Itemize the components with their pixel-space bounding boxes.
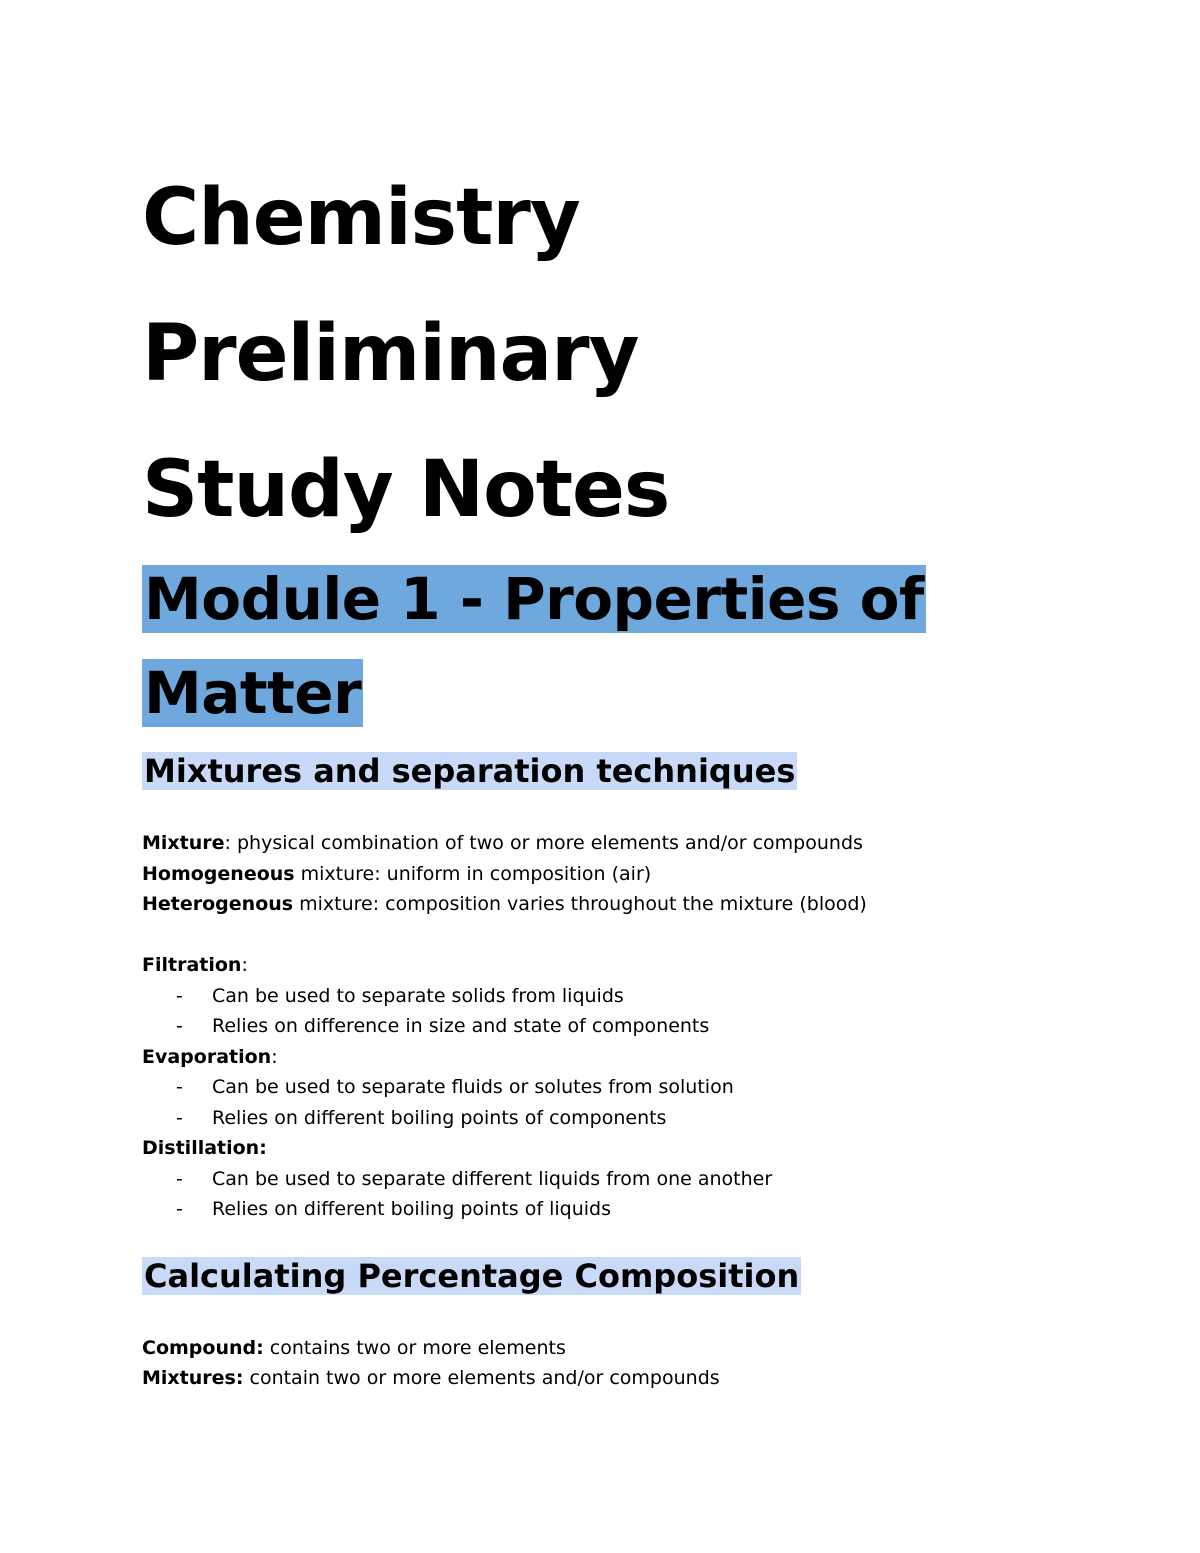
definition-term: Mixtures: — [142, 1367, 244, 1389]
document-title — [142, 150, 1142, 558]
definition-term: Heterogenous — [142, 893, 294, 915]
technique-distillation — [142, 1133, 1142, 1225]
section-heading-mixtures-text: Mixtures and separation techniques — [144, 752, 796, 790]
technique-heading — [142, 1133, 1142, 1164]
list-item — [142, 1072, 1142, 1103]
title-line-1: Chemistry — [142, 173, 580, 263]
title-line-3: Study Notes — [142, 445, 670, 535]
title-line-2: Preliminary — [142, 309, 639, 399]
technique-heading — [142, 950, 1142, 981]
definition-homogeneous — [142, 859, 1142, 890]
definition-mixtures — [142, 1363, 1142, 1394]
technique-bullet-list — [142, 1072, 1142, 1133]
definition-text: mixture: uniform in composition (air) — [294, 862, 652, 885]
definition-heterogenous — [142, 889, 1142, 920]
list-item — [142, 981, 1142, 1012]
technique-bullet-list — [142, 1164, 1142, 1225]
list-item-text: Relies on difference in size and state of components — [212, 1015, 710, 1037]
technique-filtration — [142, 950, 1142, 1042]
definition-term: Mixture — [142, 832, 225, 854]
list-item-text: Can be used to separate fluids or solutes from solution — [212, 1076, 734, 1098]
composition-definitions — [142, 1333, 1142, 1394]
definition-mixture — [142, 828, 1142, 859]
definition-text: : physical combination of two or more elements and/or compounds — [224, 832, 863, 854]
document-page — [142, 150, 1142, 1394]
list-item-text: Can be used to separate solids from liquids — [212, 984, 624, 1007]
technique-term: Distillation: — [142, 1137, 267, 1159]
module-heading — [142, 552, 1142, 740]
section-heading-percentage-composition — [142, 1251, 1142, 1301]
definition-term: Compound: — [142, 1336, 264, 1359]
dash-marker: - — [176, 1198, 183, 1220]
dash-marker: - — [176, 1167, 183, 1190]
dash-marker: - — [176, 1106, 183, 1129]
definition-text: mixture: composition varies throughout the mixture (blood) — [293, 893, 867, 915]
technique-heading — [142, 1042, 1142, 1073]
technique-term: Filtration — [142, 954, 242, 976]
list-item-text: Relies on different boiling points of components — [212, 1106, 667, 1129]
list-item — [142, 1164, 1142, 1195]
section-heading-mixtures — [142, 746, 1142, 796]
dash-marker: - — [176, 984, 183, 1007]
technique-suffix: : — [271, 1045, 278, 1068]
technique-suffix: : — [241, 954, 248, 976]
definition-compound — [142, 1333, 1142, 1364]
list-item-text: Relies on different boiling points of liquids — [212, 1198, 611, 1220]
technique-bullet-list — [142, 981, 1142, 1042]
blank-line — [142, 920, 1142, 951]
list-item — [142, 1194, 1142, 1225]
section-heading-percentage-composition-text: Calculating Percentage Composition — [144, 1256, 800, 1295]
definition-text: contain two or more elements and/or compounds — [243, 1367, 720, 1389]
technique-term: Evaporation — [142, 1045, 272, 1068]
module-heading-line-1: Module 1 - Properties of — [144, 565, 924, 633]
definition-text: contains two or more elements — [263, 1336, 566, 1359]
technique-evaporation — [142, 1042, 1142, 1134]
list-item — [142, 1103, 1142, 1134]
list-item-text: Can be used to separate different liquids from one another — [212, 1167, 773, 1190]
definition-term: Homogeneous — [142, 862, 295, 885]
module-heading-line-2: Matter — [144, 659, 362, 727]
mixture-definitions — [142, 828, 1142, 1225]
dash-marker: - — [176, 1015, 183, 1037]
list-item — [142, 1011, 1142, 1042]
dash-marker: - — [176, 1076, 183, 1098]
